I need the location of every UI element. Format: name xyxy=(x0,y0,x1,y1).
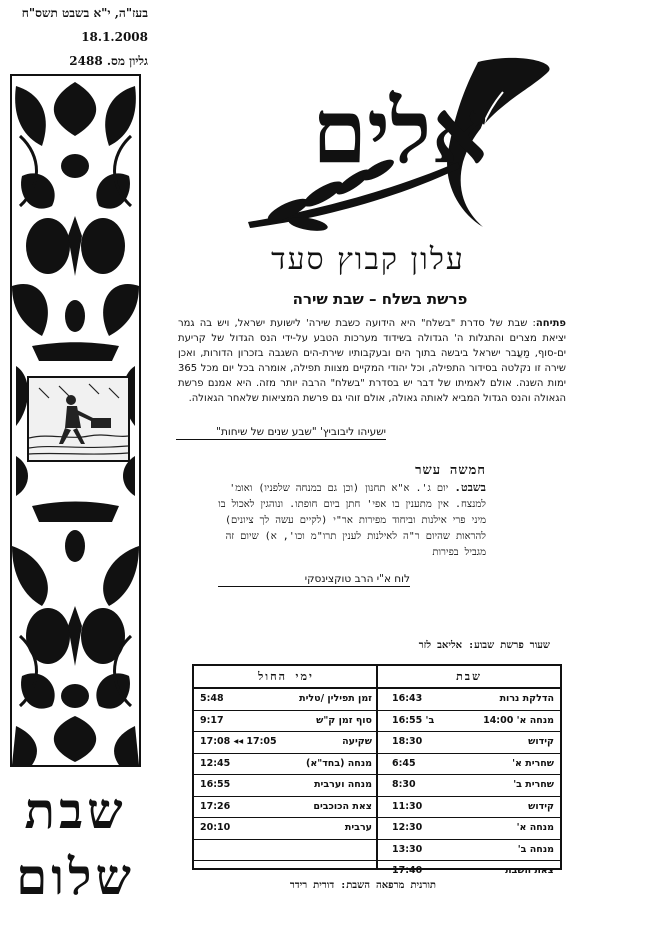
logo-artwork xyxy=(228,52,558,242)
schedule-row xyxy=(378,711,560,733)
schedule-time: 13:30 xyxy=(392,843,423,855)
schedule-row xyxy=(378,775,560,797)
schedule-row xyxy=(194,754,378,776)
issue-number: גליון מס. 2488 xyxy=(69,54,148,68)
schedule-label: צאת השבת xyxy=(505,865,554,876)
schedule-row xyxy=(378,840,560,862)
tu-bishvat-credit: לוח א"י הרב טוקצינסקי xyxy=(218,573,410,587)
schedule-row xyxy=(378,732,560,754)
schedule-label: מנחה א' 14:00 xyxy=(483,714,554,726)
tagline: עלון קבוץ סעד xyxy=(271,242,465,277)
ornamental-strip xyxy=(10,74,141,767)
shalom-word: שלום xyxy=(16,847,135,906)
tu-bishvat-heading: חמשה עשר xyxy=(415,463,486,478)
schedule-label: זמן תפילין /טלית xyxy=(299,693,372,704)
schedule-label: מנחה ב' xyxy=(517,843,554,855)
sower-illustration xyxy=(27,376,130,462)
schedule-time: 11:30 xyxy=(392,800,423,812)
logo-title: אלים xyxy=(312,79,488,183)
intro-credit: ישעיהו ליבוביץ' "שבע שנים של שיחות" xyxy=(176,426,386,440)
intro-paragraph xyxy=(178,316,566,406)
schedule-time: 6:45 xyxy=(392,757,416,769)
schedule-row xyxy=(194,797,378,819)
schedule-row xyxy=(194,732,378,754)
weekday-column xyxy=(194,666,378,868)
schedule-label: קידוש xyxy=(528,736,554,747)
tu-bishvat-paragraph xyxy=(206,480,486,561)
schedule-label: מנחה א' xyxy=(516,822,554,833)
schedule-time: 8:30 xyxy=(392,779,416,790)
schedule-label: מנחה (בחד"א) xyxy=(306,757,372,769)
newsletter-logo xyxy=(228,52,558,242)
schedule-row xyxy=(194,689,378,711)
schedule-row xyxy=(194,775,378,797)
shabbat-word: שבת xyxy=(24,781,127,840)
schedule-time: 17:40 xyxy=(392,865,423,876)
schedule-row xyxy=(378,861,560,882)
intro-lead: פתיחה xyxy=(535,318,566,329)
hebrew-date: בעז"ה, י"א בשבט תשס"ח xyxy=(21,6,148,20)
schedule-row xyxy=(378,689,560,711)
schedule-row xyxy=(378,754,560,776)
schedule-time: 20:10 xyxy=(200,822,231,833)
clinic-duty-line: תורנית מרפאה השבת: דורית רידר xyxy=(289,880,436,891)
schedule-time: 17:08 ◂◂ 17:05 xyxy=(200,736,277,747)
schedule-time: 9:17 xyxy=(200,714,224,726)
schedule-label: הדלקת נרות xyxy=(499,693,554,704)
schedule-row xyxy=(194,861,378,882)
schedule-label: שחרית א' xyxy=(512,757,554,769)
schedule-row xyxy=(378,797,560,819)
schedule-time: 16:43 xyxy=(392,693,423,704)
schedule-time: 16:55 xyxy=(200,779,231,790)
prayer-schedule-table xyxy=(192,664,562,876)
schedule-label: צאת הכוכבים xyxy=(313,800,372,812)
schedule-row xyxy=(194,711,378,733)
schedule-row xyxy=(194,840,378,862)
weekday-column-header: ימי החול xyxy=(194,666,378,689)
schedule-time: 17:26 xyxy=(200,800,231,812)
shabbat-column xyxy=(376,666,560,876)
schedule-label: שחרית ב' xyxy=(513,779,554,790)
schedule-row xyxy=(378,818,560,840)
tu-bishvat-text: יום ג'. א"א תחנון (וכן גם במנחה שלפניו) ואומ' למנצח. אין מתענין בו אפי' חתן ביום חופתו. ונוהגין לאכול בו מיני פרי אילנות וביחוד מפירות אר"י (לקיים עשה לך ציונים) להראות שהיום ר"ה לאילנות לענין תרו"מ וכו', א) שיום זה מגביל בפירות xyxy=(218,483,486,558)
schedule-label: סוף זמן ק"ש xyxy=(316,714,372,726)
shabbat-column-header: שבת xyxy=(378,666,560,689)
schedule-time: ב' 16:55 xyxy=(392,714,435,726)
schedule-time: 12:45 xyxy=(200,757,231,769)
weekly-lesson: שעור פרשת שבוע: אליאב לזר xyxy=(418,640,550,651)
schedule-row xyxy=(194,818,378,840)
schedule-label: ערבית xyxy=(344,822,372,833)
schedule-time: 12:30 xyxy=(392,822,423,833)
schedule-label: קידוש xyxy=(528,800,554,812)
schedule-time: 18:30 xyxy=(392,736,423,747)
schedule-label: מנחה וערבית xyxy=(314,779,372,790)
intro-text: : שבת של סדרת "בשלח" היא הידועה כשבת שירה' לישועת ישראל, ויש בה גמר יציאת מצרים והתגלות ה' הגדולה בשידוד מערכות הטבע על-ידי הנס הגדול של קריעת ים-סוף, מַעֲבר ישראל ביבשה בתוך הים ובעקבותיו שירת-הים השגבה בזכרון הדורות, ואכן שירה זו נקלטה בסידור התפילה, וכל יהודי המקיים מצוות תפילה, אומרה בכל יום מכל 365 ימות השנה. אולם לאמיתו של דבר יש בסדרת "בשלח" הרבה יותר מזה. היא אמנם פרשת הגאולה והנס הגדול המביא לאותה גאולה, אולם זוהי גם פרשת המציאות שלאחר הגאולה. xyxy=(178,318,566,404)
gregorian-date: 18.1.2008 xyxy=(81,30,148,44)
parasha-title: פרשת בשלח – שבת שירה xyxy=(292,290,468,308)
schedule-time: 5:48 xyxy=(200,693,224,704)
schedule-label: שקיעה xyxy=(342,736,372,747)
tu-bishvat-lead: בשבט. xyxy=(454,481,486,494)
